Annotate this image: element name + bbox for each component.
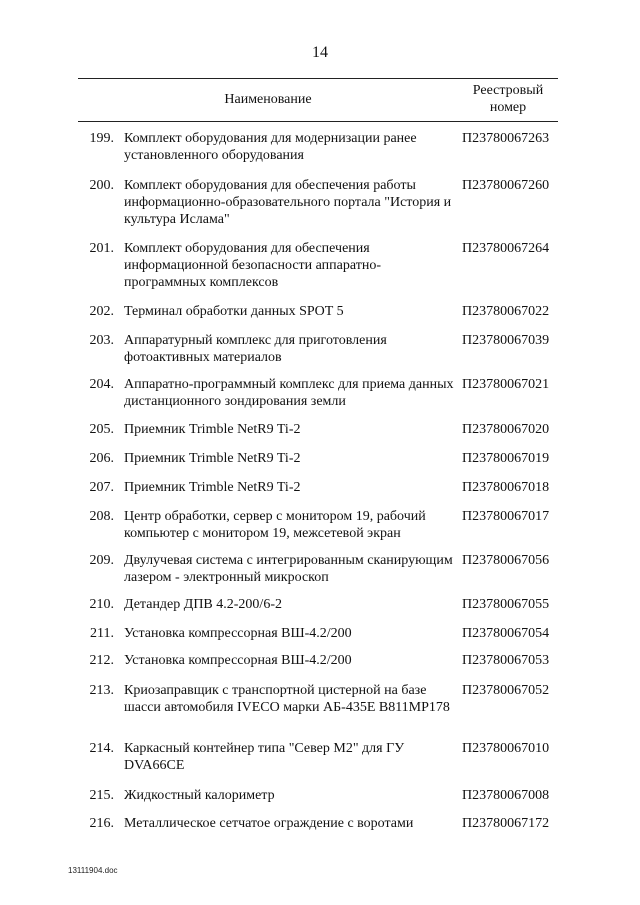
row-registry-number: П23780067008 xyxy=(462,788,550,803)
column-header-registry-line2: номер xyxy=(489,100,527,115)
row-number: 208. xyxy=(89,509,114,524)
row-number: 213. xyxy=(89,683,114,698)
row-number: 203. xyxy=(89,333,114,348)
column-header-name: Наименование xyxy=(224,92,312,107)
row-number: 206. xyxy=(89,451,114,466)
row-number: 202. xyxy=(89,304,114,319)
row-name: Двулучевая система с интегрированным сканирующим лазером - электронный микроскоп xyxy=(124,553,453,585)
row-name: Каркасный контейнер типа "Север М2" для ГУ DVA66CE xyxy=(124,741,405,773)
row-name: Установка компрессорная ВШ-4.2/200 xyxy=(124,626,352,641)
row-registry-number: П23780067054 xyxy=(462,626,550,641)
row-name: Детандер ДПВ 4.2-200/6-2 xyxy=(124,597,282,612)
row-number: 200. xyxy=(89,178,114,193)
row-registry-number: П23780067263 xyxy=(462,131,550,146)
row-number: 207. xyxy=(89,480,114,495)
row-registry-number: П23780067020 xyxy=(462,422,550,437)
row-registry-number: П23780067018 xyxy=(462,480,550,495)
row-name: Комплект оборудования для обеспечения работы информационно-образовательного портала "История и культура Ислама" xyxy=(124,178,452,227)
row-registry-number: П23780067017 xyxy=(462,509,550,524)
row-name: Установка компрессорная ВШ-4.2/200 xyxy=(124,653,352,668)
row-number: 211. xyxy=(90,626,114,641)
page-number: 14 xyxy=(312,44,328,61)
row-registry-number: П23780067052 xyxy=(462,683,550,698)
row-registry-number: П23780067019 xyxy=(462,451,550,466)
row-number: 204. xyxy=(89,377,114,392)
row-name: Приемник Trimble NetR9 Ti-2 xyxy=(124,422,301,437)
row-number: 216. xyxy=(89,816,114,831)
row-number: 209. xyxy=(89,553,114,568)
row-registry-number: П23780067010 xyxy=(462,741,550,756)
row-name: Металлическое сетчатое ограждение с воротами xyxy=(124,816,414,831)
row-name: Жидкостный калориметр xyxy=(124,788,275,803)
row-number: 215. xyxy=(89,788,114,803)
row-name: Аппаратурный комплекс для приготовления фотоактивных материалов xyxy=(124,333,387,365)
row-name: Аппаратно-программный комплекс для приема данных дистанционного зондирования земли xyxy=(124,377,454,409)
row-registry-number: П23780067056 xyxy=(462,553,550,568)
row-registry-number: П23780067260 xyxy=(462,178,550,193)
row-registry-number: П23780067022 xyxy=(462,304,550,319)
row-number: 201. xyxy=(89,241,114,256)
row-name: Терминал обработки данных SPOT 5 xyxy=(124,304,344,319)
footer-filename: 13111904.doc xyxy=(68,866,118,875)
row-name: Криозаправщик с транспортной цистерной на базе шасси автомобиля IVECO марки АБ-435E B811MP178 xyxy=(124,683,450,715)
row-name: Центр обработки, сервер с монитором 19, рабочий компьютер с монитором 19, межсетевой экран xyxy=(124,509,426,541)
row-registry-number: П23780067172 xyxy=(462,816,550,831)
row-name: Приемник Trimble NetR9 Ti-2 xyxy=(124,451,301,466)
row-name: Приемник Trimble NetR9 Ti-2 xyxy=(124,480,301,495)
row-number: 205. xyxy=(89,422,114,437)
column-header-registry-line1: Реестровый xyxy=(472,83,544,98)
row-registry-number: П23780067039 xyxy=(462,333,550,348)
row-number: 212. xyxy=(89,653,114,668)
row-registry-number: П23780067264 xyxy=(462,241,550,256)
row-registry-number: П23780067021 xyxy=(462,377,550,392)
row-name: Комплект оборудования для обеспечения информационной безопасности аппаратно-программных комплексов xyxy=(124,241,381,290)
row-registry-number: П23780067053 xyxy=(462,653,550,668)
row-number: 199. xyxy=(89,131,114,146)
row-number: 214. xyxy=(89,741,114,756)
row-registry-number: П23780067055 xyxy=(462,597,550,612)
row-number: 210. xyxy=(89,597,114,612)
row-name: Комплект оборудования для модернизации ранее установленного оборудования xyxy=(124,131,417,163)
